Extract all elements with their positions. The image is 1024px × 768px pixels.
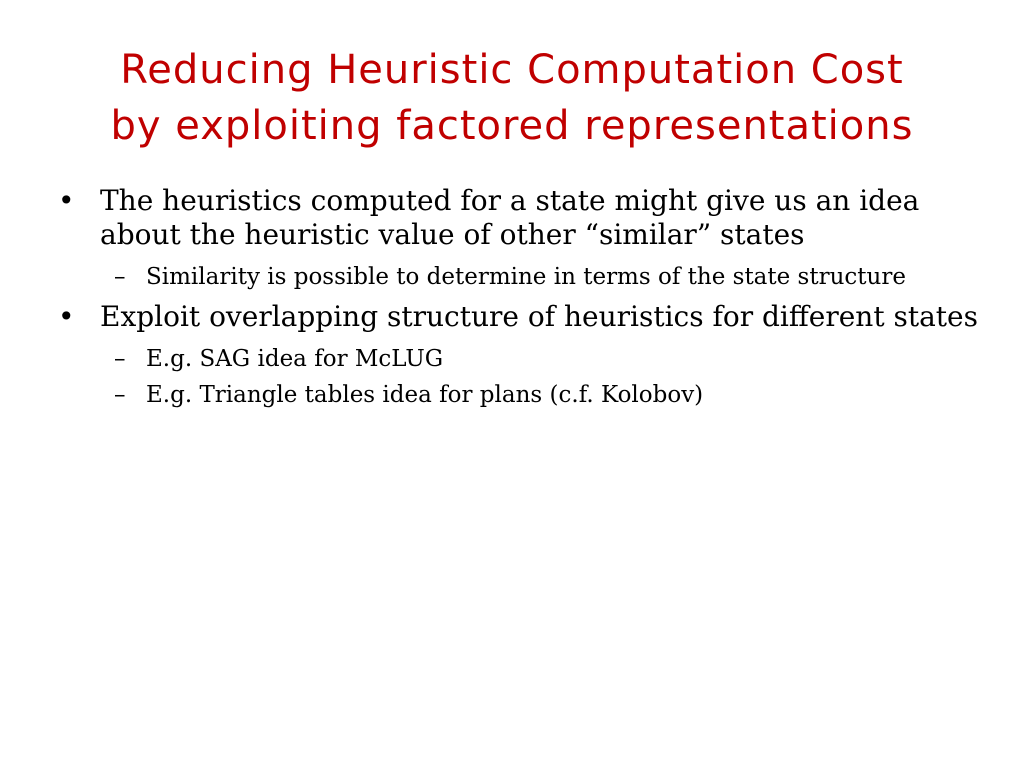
bullet-text: The heuristics computed for a state might give us an idea about the heuristic value of other “similar” states	[100, 184, 920, 251]
slide-body	[58, 184, 978, 418]
bullet-group-1	[58, 184, 978, 292]
bullet-text: Exploit overlapping structure of heuristics for different states	[100, 300, 978, 333]
bullet-marker: •	[58, 184, 75, 217]
sub-bullet-marker: –	[114, 264, 126, 290]
slide-title	[0, 42, 1024, 154]
slide-title-line-1: Reducing Heuristic Computation Cost	[120, 47, 904, 93]
sub-bullet-text: E.g. SAG idea for McLUG	[146, 346, 444, 372]
sub-bullet-marker: –	[114, 382, 126, 408]
sub-bullet-text: E.g. Triangle tables idea for plans (c.f. Kolobov)	[146, 382, 704, 408]
sub-bullet-item	[58, 262, 978, 292]
sub-bullet-marker: –	[114, 346, 126, 372]
bullet-item	[58, 300, 978, 334]
bullet-marker: •	[58, 300, 75, 333]
bullet-item	[58, 184, 978, 252]
sub-bullet-item	[58, 344, 978, 374]
bullet-group-2	[58, 300, 978, 410]
sub-bullet-item	[58, 380, 978, 410]
sub-bullet-text: Similarity is possible to determine in terms of the state structure	[146, 264, 906, 290]
slide-title-line-2: by exploiting factored representations	[110, 103, 914, 149]
